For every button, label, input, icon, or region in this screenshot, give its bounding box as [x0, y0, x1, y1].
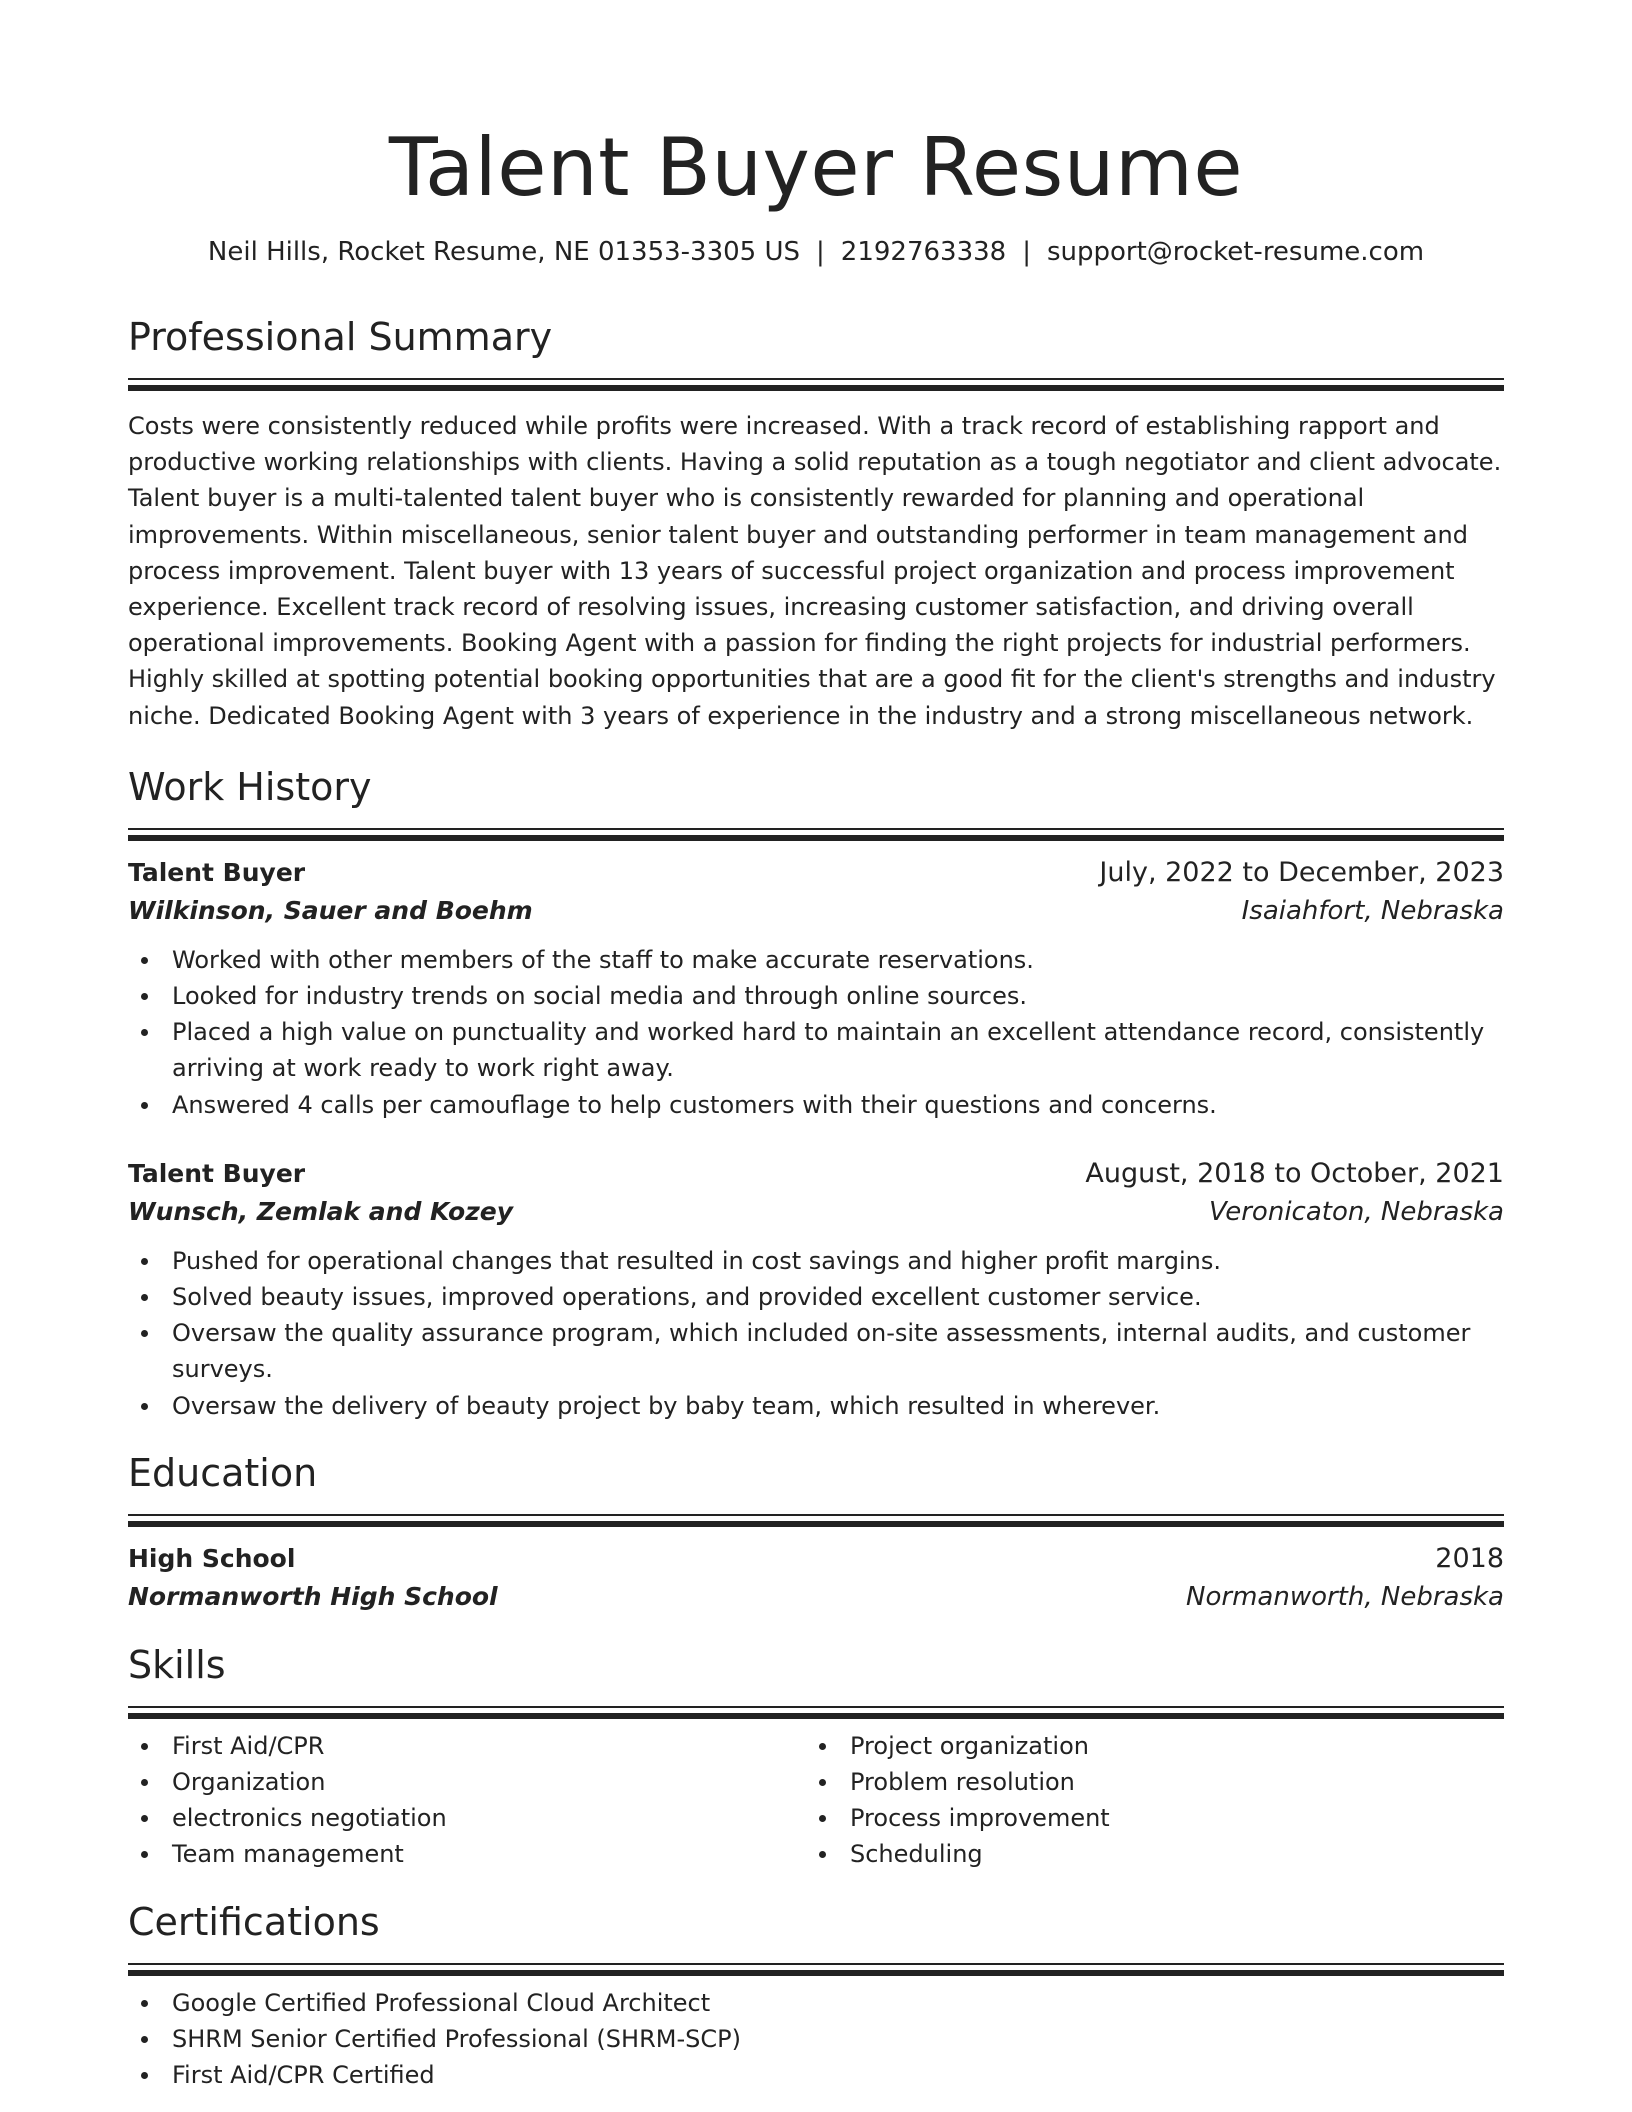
summary-text: Costs were consistently reduced while profits were increased. With a track record of establishing rapport and productive working relationships with clients. Having a solid reputation as a tough negotiator and client advocate. Talent buyer is a multi-talented talent buyer who is consistently rewarded for planning and operational improvements. Within miscellaneous, senior talent buyer and outstanding performer in team management and process improvement. Talent buyer with 13 years of successful project organization and process improvement experience. Excellent track record of resolving issues, increasing customer satisfaction, and driving overall operational improvements. Booking Agent with a passion for finding the right projects for industrial performers. Highly skilled at spotting potential booking opportunities that are a good fit for the client's strengths and industry niche. Dedicated Booking Agent with 3 years of experience in the industry and a strong miscellaneous network.	[128, 412, 1502, 730]
list-item: Oversaw the delivery of beauty project by baby team, which resulted in wherever.	[128, 1388, 1504, 1424]
job-title: Talent Buyer	[128, 857, 306, 887]
certification-item: SHRM Senior Certified Professional (SHRM-SCP)	[128, 2021, 1504, 2057]
skills-grid	[128, 1728, 1504, 1873]
list-item: Oversaw the quality assurance program, which included on-site assessments, internal audits, and customer surveys.	[128, 1315, 1504, 1387]
skill-item: electronics negotiation	[128, 1800, 806, 1836]
skill-item: Problem resolution	[806, 1764, 1484, 1800]
list-item: Looked for industry trends on social media and through online sources.	[128, 978, 1504, 1014]
resume-page	[128, 118, 1504, 2093]
skills-section	[128, 1640, 1504, 1873]
certifications-section	[128, 1897, 1504, 2094]
education-school: Normanworth High School	[128, 1581, 498, 1611]
skill-item: Team management	[128, 1836, 806, 1872]
contact-phone: 2192763338	[840, 237, 1007, 267]
section-heading: Certifications	[128, 1899, 380, 1944]
education-section	[128, 1448, 1504, 1616]
section-divider	[128, 828, 1504, 838]
job-dates: July, 2022 to December, 2023	[1099, 856, 1504, 888]
skill-item: Organization	[128, 1764, 806, 1800]
contact-separator: |	[816, 237, 825, 267]
skills-column-right	[806, 1728, 1484, 1873]
summary-section	[128, 312, 1504, 734]
skills-column-left	[128, 1728, 806, 1873]
education-location: Normanworth, Nebraska	[1186, 1581, 1504, 1612]
section-divider	[128, 378, 1504, 388]
skill-item: Scheduling	[806, 1836, 1484, 1872]
job-company: Wunsch, Zemlak and Kozey	[128, 1196, 514, 1226]
contact-email: support@rocket-resume.com	[1046, 237, 1425, 267]
skill-item: Process improvement	[806, 1800, 1484, 1836]
education-degree: High School	[128, 1543, 296, 1573]
job-location: Isaiahfort, Nebraska	[1241, 895, 1504, 926]
section-heading: Work History	[128, 764, 372, 809]
list-item: Worked with other members of the staff to make accurate reservations.	[128, 942, 1504, 978]
contact-line	[128, 234, 1504, 270]
job-company: Wilkinson, Sauer and Boehm	[128, 895, 533, 925]
section-heading: Education	[128, 1450, 318, 1495]
contact-separator: |	[1022, 237, 1031, 267]
skill-item: First Aid/CPR	[128, 1728, 806, 1764]
job-entry	[128, 854, 1504, 1123]
section-divider	[128, 1514, 1504, 1524]
job-location: Veronicaton, Nebraska	[1208, 1196, 1504, 1227]
job-dates: August, 2018 to October, 2021	[1085, 1157, 1504, 1189]
list-item: Solved beauty issues, improved operations, and provided excellent customer service.	[128, 1279, 1504, 1315]
contact-address: Neil Hills, Rocket Resume, NE 01353-3305 US	[207, 237, 801, 267]
job-bullets	[128, 1243, 1504, 1424]
list-item: Pushed for operational changes that resulted in cost savings and higher profit margins.	[128, 1243, 1504, 1279]
education-year: 2018	[1435, 1542, 1504, 1574]
certifications-list	[128, 1985, 1504, 2094]
certification-item: First Aid/CPR Certified	[128, 2057, 1504, 2093]
certification-item: Google Certified Professional Cloud Architect	[128, 1985, 1504, 2021]
section-divider	[128, 1963, 1504, 1973]
job-title: Talent Buyer	[128, 1158, 306, 1188]
list-item: Answered 4 calls per camouflage to help customers with their questions and concerns.	[128, 1087, 1504, 1123]
education-entry	[128, 1540, 1504, 1616]
skill-item: Project organization	[806, 1728, 1484, 1764]
section-heading: Professional Summary	[128, 315, 553, 359]
section-heading: Skills	[128, 1642, 226, 1687]
job-entry	[128, 1155, 1504, 1424]
work-history-section	[128, 762, 1504, 1424]
list-item: Placed a high value on punctuality and worked hard to maintain an excellent attendance record, consistently arriving at work ready to work right away.	[128, 1014, 1504, 1086]
job-bullets	[128, 942, 1504, 1123]
section-divider	[128, 1706, 1504, 1716]
resume-title: Talent Buyer Resume	[388, 121, 1244, 214]
